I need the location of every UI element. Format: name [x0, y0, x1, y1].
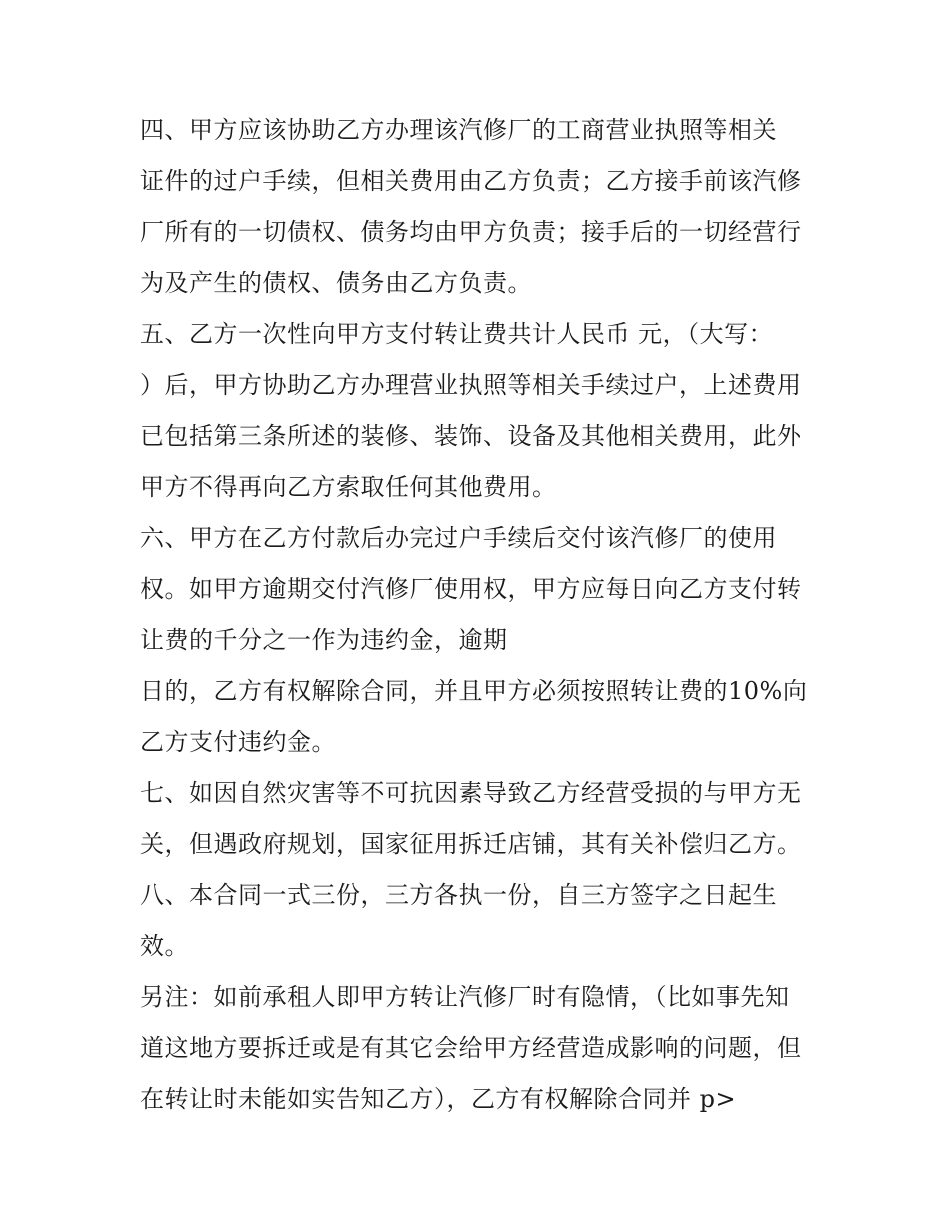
clause-6-line-2: 权。如甲方逾期交付汽修厂使用权，甲方应每日向乙方支付转 [140, 575, 802, 603]
clause-5-line-1: 五、乙方一次性向甲方支付转让费共计人民币 元，（大写： [140, 320, 774, 348]
clause-4-line-2: 证件的过户手续，但相关费用由乙方负责；乙方接手前该汽修 [140, 167, 802, 195]
clause-6-line-1: 六、甲方在乙方付款后办完过户手续后交付该汽修厂的使用 [140, 524, 777, 552]
clause-4-line-1: 四、甲方应该协助乙方办理该汽修厂的工商营业执照等相关 [140, 116, 777, 144]
clause-8-line-1: 八、本合同一式三份，三方各执一份，自三方签字之日起生 [140, 881, 777, 909]
note-line-2: 道这地方要拆迁或是有其它会给甲方经营造成影响的问题，但 [140, 1034, 802, 1062]
clause-5-line-2: ）后，甲方协助乙方办理营业执照等相关手续过户，上述费用 [140, 371, 802, 399]
clause-5-line-4: 甲方不得再向乙方索取任何其他费用。 [140, 473, 557, 501]
clause-5-line-3: 已包括第三条所述的装修、装饰、设备及其他相关费用，此外 [140, 422, 802, 450]
clause-7-line-2: 关，但遇政府规划，国家征用拆迁店铺，其有关补偿归乙方。 [140, 830, 802, 858]
clause-7-line-1: 七、如因自然灾害等不可抗因素导致乙方经营受损的与甲方无 [140, 779, 802, 807]
clause-6-line-5: 乙方支付违约金。 [140, 728, 336, 756]
note-line-1: 另注：如前承租人即甲方转让汽修厂时有隐情，（比如事先知 [140, 983, 790, 1011]
note-line-3: 在转让时未能如实告知乙方），乙方有权解除合同并 p> [140, 1085, 737, 1113]
clause-6-line-4: 日的，乙方有权解除合同，并且甲方必须按照转让费的10%向 [140, 677, 808, 705]
clause-8-line-2: 效。 [140, 932, 189, 960]
clause-6-line-3: 让费的千分之一作为违约金，逾期 [140, 626, 508, 654]
clause-4-line-3: 厂所有的一切债权、债务均由甲方负责；接手后的一切经营行 [140, 218, 802, 246]
clause-4-line-4: 为及产生的债权、债务由乙方负责。 [140, 269, 532, 297]
